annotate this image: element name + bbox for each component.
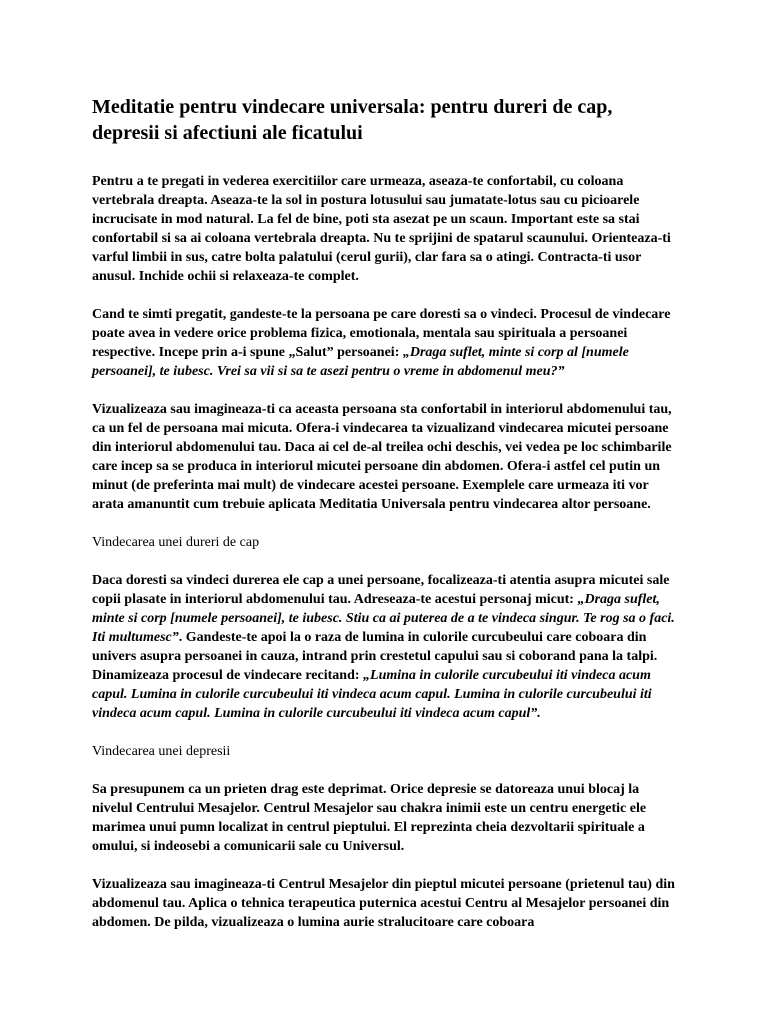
paragraph-visualize-person: Vizualizeaza sau imagineaza-ti ca aceasta persoana sta confortabil in interiorul abdomenului tau, ca un fel de persoana mai micuta. Ofera-i vindecarea ta vizualizand vindecarea micutei persoane din interiorul abdomenului tau. Daca ai cel de-al treilea ochi deschis, vei vedea pe loc schimbarile care incep sa se produca in interiorul micutei persoane din abdomen. Ofera-i astfel cel putin un minut (de preferinta mai mult) de vindecare acestei persoane. Exemplele care urmeaza iti vor arata amanuntit cum trebuie aplicata Meditatia Universala pentru vindecarea altor persoane. xyxy=(92,402,672,512)
intro-paragraph: Pentru a te pregati in vederea exercitiilor care urmeaza, aseaza-te confortabil, cu coloana vertebrala dreapta. Aseaza-te la sol in postura lotusului sau jumatate-lotus sau cu picioarele incrucisate in mod natural. La fel de bine, poti sta asezat pe un scaun. Important este sa stai confortabil si sa ai coloana vertebrala dreapta. Nu te sprijini de spatarul scaunului. Orienteaza-ti varful limbii in sus, catre bolta palatului (cerul gurii), clar fara sa o atingi. Contracta-ti usor anusul. Inchide ochii si relaxeaza-te complet. xyxy=(92,174,671,284)
paragraph-prepare-person xyxy=(92,305,682,381)
paragraph-text: Daca doresti sa vindeci durerea ele cap a unei persoane, focalizeaza-ti atentia asupra micutei sale copii plasate in interiorul abdomenului tau. Adreseaza-te acestui personaj micut: xyxy=(92,573,670,607)
headache-quote-2: „Lumina in culorile curcubeului iti vindeca acum capul. Lumina in culorile curcubeului iti vindeca acum capul. Lumina in culorile curcubeului iti vindeca acum capul. Lumina in culorile curcubeului iti vindeca acum capul”. xyxy=(92,668,652,721)
paragraph-message-center: Vizualizeaza sau imagineaza-ti Centrul Mesajelor din pieptul micutei persoane (prietenul tau) din abdomenul tau. Aplica o tehnica terapeutica puternica acestui Centru al Mesajelor persoanei din abdomen. De pilda, vizualizeaza o lumina aurie stralucitoare care coboara xyxy=(92,877,675,930)
paragraph-text: Cand te simti pregatit, gandeste-te la persoana pe care doresti sa o vindeci. Procesul de vindecare poate avea in vedere orice problema fizica, emotionala, mentala sau spirituala a persoanei respective. Incepe prin a-i spune „Salut” persoanei: xyxy=(92,307,671,360)
document-page xyxy=(92,94,682,951)
section-heading-depression: Vindecarea unei depresii xyxy=(92,744,231,759)
document-title: Meditatie pentru vindecare universala: pentru dureri de cap, depresii si afectiuni ale ficatului xyxy=(92,96,613,144)
section-heading-headache: Vindecarea unei dureri de cap xyxy=(92,535,260,550)
paragraph-depression: Sa presupunem ca un prieten drag este deprimat. Orice depresie se datoreaza unui blocaj la nivelul Centrului Mesajelor. Centrul Mesajelor sau chakra inimii este un centru energetic ele marimea unui pumn localizat in centrul pieptului. El reprezinta cheia dezvoltarii spirituale a omului, si indeosebi a comunicarii sale cu Universul. xyxy=(92,782,647,854)
paragraph-text: . Gandeste-te apoi la o raza de lumina in culorile curcubeului care coboara din univers asupra persoanei in cauza, intrand prin crestetul capului sau si coborand pana la talpi. Dinamizeaza procesul de vindecare recitand: xyxy=(92,630,658,683)
paragraph-headache xyxy=(92,571,682,723)
headache-quote-1: „Draga suflet, minte si corp [numele persoanei], te iubesc. Stiu ca ai puterea de a te vindeca singur. Te rog sa o faci. Iti multumesc” xyxy=(92,592,675,645)
greeting-quote: „Draga suflet, minte si corp al [numele persoanei], te iubesc. Vrei sa vii si sa te asezi pentru o vreme in abdomenul meu?” xyxy=(92,345,629,379)
